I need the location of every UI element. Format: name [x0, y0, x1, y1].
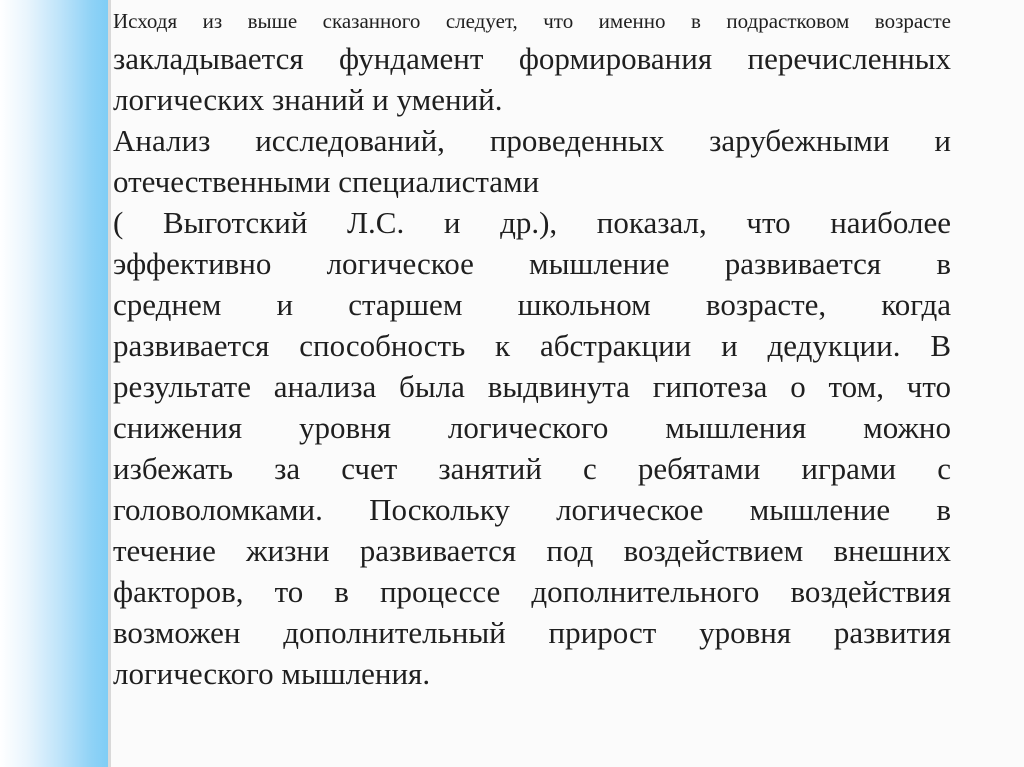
text-line: снижения уровня логического мышления можно	[113, 410, 951, 445]
text-line: логического мышления.	[113, 656, 431, 691]
text-line: избежать за счет занятий с ребятами играми с	[113, 451, 951, 486]
text-line: возможен дополнительный прирост уровня развития	[113, 615, 951, 650]
decorative-side-gradient	[0, 0, 108, 767]
text-line: ( Выготский Л.С. и др.), показал, что наиболее	[113, 205, 951, 240]
text-line: факторов, то в процессе дополнительного воздействия	[113, 574, 951, 609]
text-line: отечественными специалистами	[113, 164, 540, 199]
text-line: развивается способность к абстракции и дедукции. В	[113, 328, 951, 363]
text-line: течение жизни развивается под воздействием внешних	[113, 533, 951, 568]
text-line: закладывается фундамент формирования перечисленных	[113, 41, 951, 76]
text-line: головоломками. Поскольку логическое мышление в	[113, 492, 951, 527]
text-line: эффективно логическое мышление развивается в	[113, 246, 951, 281]
text-line: Анализ исследований, проведенных зарубежными и	[113, 123, 951, 158]
text-line: результате анализа была выдвинута гипотеза о том, что	[113, 369, 951, 404]
text-line: среднем и старшем школьном возрасте, когда	[113, 287, 951, 322]
slide-text-block	[113, 8, 951, 694]
intro-line: Исходя из выше сказанного следует, что именно в подрастковом возрасте	[113, 9, 951, 33]
text-line: логических знаний и умений.	[113, 82, 503, 117]
